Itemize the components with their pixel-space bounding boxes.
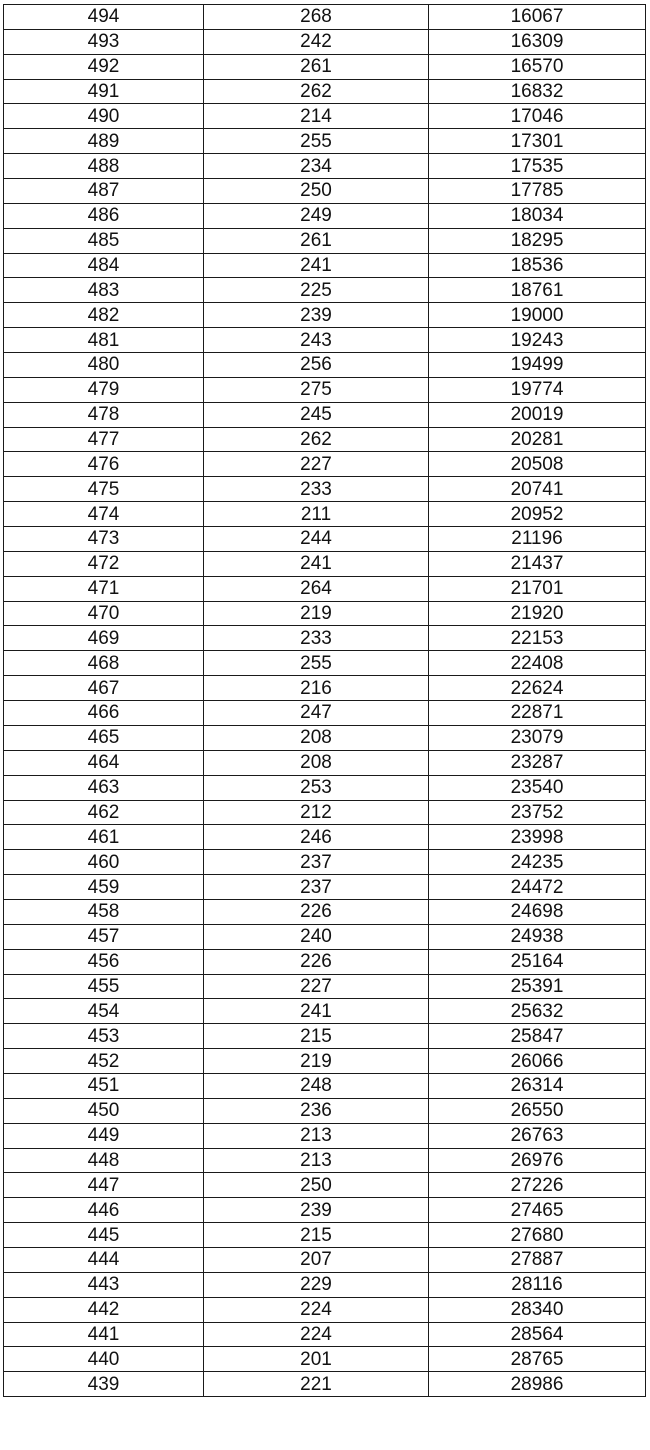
table-row bbox=[4, 825, 646, 850]
score-cell: 467 bbox=[4, 676, 204, 701]
cumulative-cell: 19499 bbox=[429, 353, 646, 378]
count-cell: 213 bbox=[204, 1148, 429, 1173]
count-cell: 237 bbox=[204, 850, 429, 875]
table-row bbox=[4, 1372, 646, 1397]
score-cell: 468 bbox=[4, 651, 204, 676]
score-cell: 458 bbox=[4, 899, 204, 924]
count-cell: 237 bbox=[204, 875, 429, 900]
table-row bbox=[4, 377, 646, 402]
score-cell: 461 bbox=[4, 825, 204, 850]
cumulative-cell: 25164 bbox=[429, 949, 646, 974]
score-cell: 487 bbox=[4, 179, 204, 204]
cumulative-cell: 26066 bbox=[429, 1049, 646, 1074]
cumulative-cell: 16067 bbox=[429, 5, 646, 30]
table-row bbox=[4, 179, 646, 204]
score-cell: 482 bbox=[4, 303, 204, 328]
score-cell: 460 bbox=[4, 850, 204, 875]
cumulative-cell: 26314 bbox=[429, 1073, 646, 1098]
cumulative-cell: 19243 bbox=[429, 328, 646, 353]
cumulative-cell: 21701 bbox=[429, 576, 646, 601]
score-cell: 464 bbox=[4, 750, 204, 775]
score-cell: 474 bbox=[4, 502, 204, 527]
count-cell: 255 bbox=[204, 651, 429, 676]
score-cell: 483 bbox=[4, 278, 204, 303]
table-row bbox=[4, 452, 646, 477]
count-cell: 208 bbox=[204, 725, 429, 750]
count-cell: 227 bbox=[204, 974, 429, 999]
count-cell: 262 bbox=[204, 427, 429, 452]
score-cell: 473 bbox=[4, 527, 204, 552]
cumulative-cell: 21437 bbox=[429, 551, 646, 576]
count-cell: 224 bbox=[204, 1297, 429, 1322]
table-row bbox=[4, 1073, 646, 1098]
score-cell: 472 bbox=[4, 551, 204, 576]
score-cell: 443 bbox=[4, 1272, 204, 1297]
table-row bbox=[4, 1297, 646, 1322]
score-cell: 441 bbox=[4, 1322, 204, 1347]
cumulative-cell: 20508 bbox=[429, 452, 646, 477]
count-cell: 249 bbox=[204, 203, 429, 228]
count-cell: 215 bbox=[204, 1223, 429, 1248]
count-cell: 246 bbox=[204, 825, 429, 850]
score-cell: 439 bbox=[4, 1372, 204, 1397]
score-cell: 493 bbox=[4, 29, 204, 54]
score-cell: 440 bbox=[4, 1347, 204, 1372]
count-cell: 208 bbox=[204, 750, 429, 775]
table-row bbox=[4, 427, 646, 452]
count-cell: 275 bbox=[204, 377, 429, 402]
table-row bbox=[4, 601, 646, 626]
score-table-body bbox=[4, 5, 646, 1397]
table-row bbox=[4, 750, 646, 775]
table-row bbox=[4, 303, 646, 328]
count-cell: 245 bbox=[204, 402, 429, 427]
count-cell: 207 bbox=[204, 1247, 429, 1272]
count-cell: 227 bbox=[204, 452, 429, 477]
count-cell: 244 bbox=[204, 527, 429, 552]
score-cell: 469 bbox=[4, 626, 204, 651]
table-row bbox=[4, 676, 646, 701]
count-cell: 221 bbox=[204, 1372, 429, 1397]
count-cell: 239 bbox=[204, 1198, 429, 1223]
count-cell: 215 bbox=[204, 1024, 429, 1049]
table-row bbox=[4, 974, 646, 999]
cumulative-cell: 24235 bbox=[429, 850, 646, 875]
score-cell: 454 bbox=[4, 999, 204, 1024]
cumulative-cell: 25847 bbox=[429, 1024, 646, 1049]
count-cell: 255 bbox=[204, 129, 429, 154]
table-row bbox=[4, 1123, 646, 1148]
table-row bbox=[4, 477, 646, 502]
table-row bbox=[4, 999, 646, 1024]
count-cell: 264 bbox=[204, 576, 429, 601]
table-row bbox=[4, 1049, 646, 1074]
cumulative-cell: 28986 bbox=[429, 1372, 646, 1397]
score-cell: 475 bbox=[4, 477, 204, 502]
score-cell: 445 bbox=[4, 1223, 204, 1248]
count-cell: 219 bbox=[204, 601, 429, 626]
cumulative-cell: 17535 bbox=[429, 154, 646, 179]
score-cell: 448 bbox=[4, 1148, 204, 1173]
table-row bbox=[4, 1198, 646, 1223]
count-cell: 229 bbox=[204, 1272, 429, 1297]
score-cell: 457 bbox=[4, 924, 204, 949]
score-cell: 470 bbox=[4, 601, 204, 626]
table-row bbox=[4, 775, 646, 800]
table-row bbox=[4, 1148, 646, 1173]
cumulative-cell: 27680 bbox=[429, 1223, 646, 1248]
cumulative-cell: 25391 bbox=[429, 974, 646, 999]
count-cell: 233 bbox=[204, 477, 429, 502]
score-cell: 490 bbox=[4, 104, 204, 129]
table-row bbox=[4, 502, 646, 527]
cumulative-cell: 23998 bbox=[429, 825, 646, 850]
count-cell: 225 bbox=[204, 278, 429, 303]
table-row bbox=[4, 1322, 646, 1347]
count-cell: 268 bbox=[204, 5, 429, 30]
cumulative-cell: 16309 bbox=[429, 29, 646, 54]
table-row bbox=[4, 129, 646, 154]
table-row bbox=[4, 353, 646, 378]
cumulative-cell: 22153 bbox=[429, 626, 646, 651]
cumulative-cell: 21196 bbox=[429, 527, 646, 552]
count-cell: 256 bbox=[204, 353, 429, 378]
score-cell: 489 bbox=[4, 129, 204, 154]
cumulative-cell: 27887 bbox=[429, 1247, 646, 1272]
score-cell: 459 bbox=[4, 875, 204, 900]
table-row bbox=[4, 104, 646, 129]
score-cell: 453 bbox=[4, 1024, 204, 1049]
count-cell: 261 bbox=[204, 228, 429, 253]
count-cell: 241 bbox=[204, 253, 429, 278]
count-cell: 250 bbox=[204, 1173, 429, 1198]
cumulative-cell: 28765 bbox=[429, 1347, 646, 1372]
count-cell: 243 bbox=[204, 328, 429, 353]
cumulative-cell: 27226 bbox=[429, 1173, 646, 1198]
cumulative-cell: 22408 bbox=[429, 651, 646, 676]
count-cell: 226 bbox=[204, 899, 429, 924]
count-cell: 219 bbox=[204, 1049, 429, 1074]
score-cell: 444 bbox=[4, 1247, 204, 1272]
table-row bbox=[4, 875, 646, 900]
count-cell: 241 bbox=[204, 999, 429, 1024]
table-row bbox=[4, 626, 646, 651]
cumulative-cell: 20741 bbox=[429, 477, 646, 502]
score-cell: 479 bbox=[4, 377, 204, 402]
table-row bbox=[4, 725, 646, 750]
count-cell: 226 bbox=[204, 949, 429, 974]
count-cell: 247 bbox=[204, 701, 429, 726]
cumulative-cell: 16832 bbox=[429, 79, 646, 104]
table-row bbox=[4, 1272, 646, 1297]
table-row bbox=[4, 701, 646, 726]
cumulative-cell: 26763 bbox=[429, 1123, 646, 1148]
table-row bbox=[4, 253, 646, 278]
score-cell: 494 bbox=[4, 5, 204, 30]
table-row bbox=[4, 228, 646, 253]
table-row bbox=[4, 29, 646, 54]
cumulative-cell: 23287 bbox=[429, 750, 646, 775]
score-cell: 456 bbox=[4, 949, 204, 974]
table-row bbox=[4, 203, 646, 228]
table-row bbox=[4, 899, 646, 924]
cumulative-cell: 23752 bbox=[429, 800, 646, 825]
count-cell: 214 bbox=[204, 104, 429, 129]
score-cell: 480 bbox=[4, 353, 204, 378]
score-cell: 488 bbox=[4, 154, 204, 179]
count-cell: 250 bbox=[204, 179, 429, 204]
cumulative-cell: 20281 bbox=[429, 427, 646, 452]
count-cell: 236 bbox=[204, 1098, 429, 1123]
table-row bbox=[4, 551, 646, 576]
cumulative-cell: 22871 bbox=[429, 701, 646, 726]
count-cell: 211 bbox=[204, 502, 429, 527]
count-cell: 233 bbox=[204, 626, 429, 651]
table-row bbox=[4, 800, 646, 825]
score-cell: 485 bbox=[4, 228, 204, 253]
cumulative-cell: 21920 bbox=[429, 601, 646, 626]
cumulative-cell: 27465 bbox=[429, 1198, 646, 1223]
table-row bbox=[4, 651, 646, 676]
score-cell: 476 bbox=[4, 452, 204, 477]
cumulative-cell: 20952 bbox=[429, 502, 646, 527]
score-cell: 491 bbox=[4, 79, 204, 104]
count-cell: 201 bbox=[204, 1347, 429, 1372]
cumulative-cell: 19000 bbox=[429, 303, 646, 328]
score-cell: 465 bbox=[4, 725, 204, 750]
table-row bbox=[4, 949, 646, 974]
table-row bbox=[4, 1347, 646, 1372]
table-row bbox=[4, 1247, 646, 1272]
cumulative-cell: 17301 bbox=[429, 129, 646, 154]
cumulative-cell: 26550 bbox=[429, 1098, 646, 1123]
cumulative-cell: 24472 bbox=[429, 875, 646, 900]
table-row bbox=[4, 1024, 646, 1049]
score-cell: 477 bbox=[4, 427, 204, 452]
table-row bbox=[4, 5, 646, 30]
score-cell: 486 bbox=[4, 203, 204, 228]
cumulative-cell: 26976 bbox=[429, 1148, 646, 1173]
score-cell: 463 bbox=[4, 775, 204, 800]
cumulative-cell: 16570 bbox=[429, 54, 646, 79]
count-cell: 224 bbox=[204, 1322, 429, 1347]
cumulative-cell: 17046 bbox=[429, 104, 646, 129]
cumulative-cell: 20019 bbox=[429, 402, 646, 427]
cumulative-cell: 28564 bbox=[429, 1322, 646, 1347]
score-table bbox=[3, 4, 646, 1397]
count-cell: 242 bbox=[204, 29, 429, 54]
score-cell: 447 bbox=[4, 1173, 204, 1198]
score-cell: 462 bbox=[4, 800, 204, 825]
cumulative-cell: 18295 bbox=[429, 228, 646, 253]
count-cell: 248 bbox=[204, 1073, 429, 1098]
cumulative-cell: 23079 bbox=[429, 725, 646, 750]
table-row bbox=[4, 402, 646, 427]
count-cell: 216 bbox=[204, 676, 429, 701]
count-cell: 239 bbox=[204, 303, 429, 328]
cumulative-cell: 28340 bbox=[429, 1297, 646, 1322]
count-cell: 261 bbox=[204, 54, 429, 79]
table-row bbox=[4, 850, 646, 875]
count-cell: 253 bbox=[204, 775, 429, 800]
count-cell: 234 bbox=[204, 154, 429, 179]
table-row bbox=[4, 924, 646, 949]
table-row bbox=[4, 54, 646, 79]
cumulative-cell: 23540 bbox=[429, 775, 646, 800]
score-cell: 451 bbox=[4, 1073, 204, 1098]
count-cell: 262 bbox=[204, 79, 429, 104]
cumulative-cell: 18761 bbox=[429, 278, 646, 303]
count-cell: 213 bbox=[204, 1123, 429, 1148]
count-cell: 240 bbox=[204, 924, 429, 949]
table-row bbox=[4, 1223, 646, 1248]
table-row bbox=[4, 576, 646, 601]
table-row bbox=[4, 79, 646, 104]
cumulative-cell: 18034 bbox=[429, 203, 646, 228]
table-row bbox=[4, 1098, 646, 1123]
count-cell: 241 bbox=[204, 551, 429, 576]
cumulative-cell: 17785 bbox=[429, 179, 646, 204]
score-cell: 466 bbox=[4, 701, 204, 726]
score-cell: 484 bbox=[4, 253, 204, 278]
cumulative-cell: 19774 bbox=[429, 377, 646, 402]
score-cell: 446 bbox=[4, 1198, 204, 1223]
cumulative-cell: 25632 bbox=[429, 999, 646, 1024]
score-cell: 442 bbox=[4, 1297, 204, 1322]
count-cell: 212 bbox=[204, 800, 429, 825]
cumulative-cell: 22624 bbox=[429, 676, 646, 701]
score-cell: 478 bbox=[4, 402, 204, 427]
table-row bbox=[4, 527, 646, 552]
cumulative-cell: 24938 bbox=[429, 924, 646, 949]
table-row bbox=[4, 154, 646, 179]
score-cell: 492 bbox=[4, 54, 204, 79]
table-row bbox=[4, 1173, 646, 1198]
score-cell: 452 bbox=[4, 1049, 204, 1074]
score-cell: 481 bbox=[4, 328, 204, 353]
table-row bbox=[4, 328, 646, 353]
table-row bbox=[4, 278, 646, 303]
cumulative-cell: 24698 bbox=[429, 899, 646, 924]
score-cell: 455 bbox=[4, 974, 204, 999]
score-cell: 449 bbox=[4, 1123, 204, 1148]
cumulative-cell: 18536 bbox=[429, 253, 646, 278]
cumulative-cell: 28116 bbox=[429, 1272, 646, 1297]
score-cell: 471 bbox=[4, 576, 204, 601]
score-cell: 450 bbox=[4, 1098, 204, 1123]
